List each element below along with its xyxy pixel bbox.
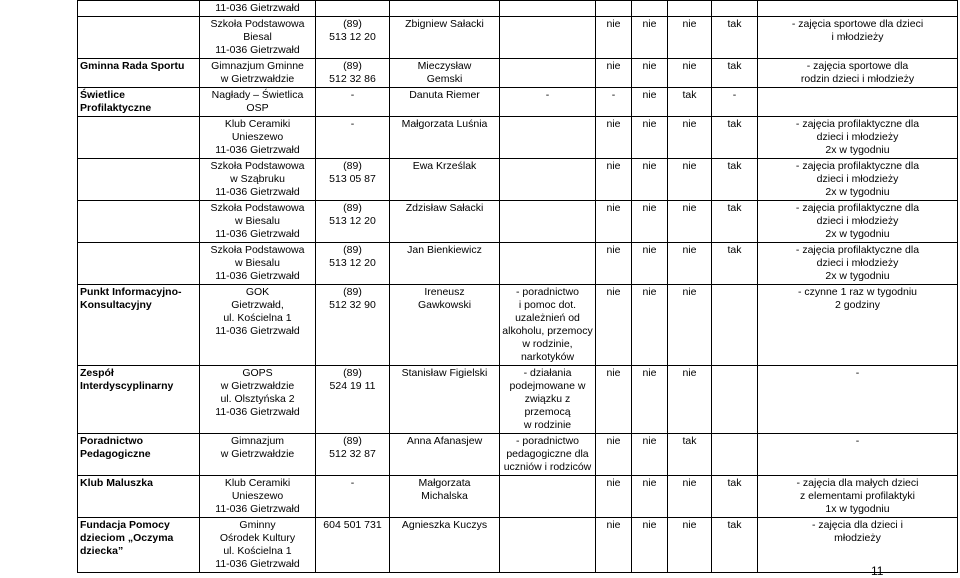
col-c-cell: nie [668,285,712,366]
notes-cell: - zajęcia sportowe dla dzieci i młodzieży [758,17,958,59]
col-c-cell: nie [668,159,712,201]
person-cell: Agnieszka Kuczys [390,518,500,573]
notes-cell: - czynne 1 raz w tygodniu 2 godziny [758,285,958,366]
col-d-cell [712,1,758,17]
phone-cell [316,1,390,17]
col-c-cell: nie [668,518,712,573]
col-a-cell: nie [596,243,632,285]
col-c-cell: nie [668,201,712,243]
institution-cell: Punkt Informacyjno- Konsultacyjny [78,285,200,366]
offer-cell: - poradnictwo pedagogiczne dla uczniów i rodziców [500,434,596,476]
person-cell: Danuta Riemer [390,88,500,117]
col-c-cell: nie [668,59,712,88]
col-d-cell: tak [712,17,758,59]
col-a-cell: nie [596,285,632,366]
table-row [78,476,958,518]
person-cell: Ireneusz Gawkowski [390,285,500,366]
col-b-cell [632,1,668,17]
table-row [78,518,958,573]
institution-cell [78,17,200,59]
col-b-cell: nie [632,285,668,366]
phone-cell: 604 501 731 [316,518,390,573]
col-a-cell: nie [596,117,632,159]
person-cell: Anna Afanasjew [390,434,500,476]
institution-cell: Poradnictwo Pedagogiczne [78,434,200,476]
location-cell: Nagłady – Świetlica OSP [200,88,316,117]
table-row [78,285,958,366]
table-row [78,59,958,88]
institution-cell: Gminna Rada Sportu [78,59,200,88]
notes-cell: - [758,434,958,476]
person-cell [390,1,500,17]
table-row [78,434,958,476]
person-cell: Stanisław Figielski [390,366,500,434]
notes-cell: - zajęcia dla małych dzieci z elementami profilaktyki 1x w tygodniu [758,476,958,518]
notes-cell: - zajęcia profilaktyczne dla dzieci i młodzieży 2x w tygodniu [758,243,958,285]
phone-cell: (89) 513 12 20 [316,17,390,59]
col-b-cell: nie [632,159,668,201]
person-cell: Małgorzata Luśnia [390,117,500,159]
col-d-cell: - [712,88,758,117]
notes-cell [758,1,958,17]
offer-cell [500,17,596,59]
location-cell: Szkoła Podstawowa w Sząbruku 11-036 Gietrzwałd [200,159,316,201]
col-b-cell: nie [632,59,668,88]
location-cell: Szkoła Podstawowa w Biesalu 11-036 Gietrzwałd [200,201,316,243]
institutions-table [77,0,958,573]
institution-cell [78,159,200,201]
col-a-cell [596,1,632,17]
institution-cell: Fundacja Pomocy dzieciom „Oczyma dziecka” [78,518,200,573]
location-cell: GOPS w Gietrzwałdzie ul. Olsztyńska 2 11-036 Gietrzwałd [200,366,316,434]
phone-cell: (89) 512 32 90 [316,285,390,366]
col-d-cell: tak [712,518,758,573]
table-row [78,243,958,285]
table-row [78,366,958,434]
notes-cell: - zajęcia profilaktyczne dla dzieci i młodzieży 2x w tygodniu [758,201,958,243]
col-b-cell: nie [632,366,668,434]
offer-cell [500,1,596,17]
institution-cell: Klub Maluszka [78,476,200,518]
phone-cell: (89) 513 12 20 [316,243,390,285]
location-cell: Szkoła Podstawowa w Biesalu 11-036 Gietrzwałd [200,243,316,285]
phone-cell: (89) 512 32 87 [316,434,390,476]
person-cell: Jan Bienkiewicz [390,243,500,285]
institution-cell [78,243,200,285]
col-c-cell: nie [668,476,712,518]
col-c-cell: nie [668,243,712,285]
col-a-cell: nie [596,366,632,434]
institution-cell: Zespół Interdyscyplinarny [78,366,200,434]
table-row [78,201,958,243]
institution-cell [78,201,200,243]
notes-cell [758,88,958,117]
page-number: 11 [871,564,884,578]
col-b-cell: nie [632,17,668,59]
offer-cell [500,518,596,573]
col-d-cell: tak [712,59,758,88]
col-c-cell: nie [668,117,712,159]
location-cell: Gminny Ośrodek Kultury ul. Kościelna 1 11-036 Gietrzwałd [200,518,316,573]
col-b-cell: nie [632,243,668,285]
person-cell: Małgorzata Michalska [390,476,500,518]
location-cell: Gimnazjum w Gietrzwałdzie [200,434,316,476]
offer-cell [500,59,596,88]
col-a-cell: - [596,88,632,117]
phone-cell: (89) 513 05 87 [316,159,390,201]
col-c-cell: tak [668,434,712,476]
col-b-cell: nie [632,88,668,117]
person-cell: Mieczysław Gemski [390,59,500,88]
col-d-cell: tak [712,476,758,518]
phone-cell: (89) 524 19 11 [316,366,390,434]
table-row [78,1,958,17]
col-b-cell: nie [632,201,668,243]
notes-cell: - zajęcia profilaktyczne dla dzieci i młodzieży 2x w tygodniu [758,117,958,159]
location-cell: GOK Gietrzwałd, ul. Kościelna 1 11-036 Gietrzwałd [200,285,316,366]
col-b-cell: nie [632,117,668,159]
col-a-cell: nie [596,17,632,59]
col-b-cell: nie [632,434,668,476]
person-cell: Zbigniew Sałacki [390,17,500,59]
offer-cell: - działania podejmowane w związku z przemocą w rodzinie [500,366,596,434]
col-b-cell: nie [632,518,668,573]
offer-cell [500,243,596,285]
person-cell: Ewa Krześlak [390,159,500,201]
offer-cell [500,476,596,518]
location-cell: Klub Ceramiki Unieszewo 11-036 Gietrzwałd [200,117,316,159]
notes-cell: - zajęcia dla dzieci i młodzieży [758,518,958,573]
table-row [78,88,958,117]
institution-cell: Świetlice Profilaktyczne [78,88,200,117]
col-d-cell: tak [712,117,758,159]
institution-cell [78,1,200,17]
offer-cell [500,159,596,201]
offer-cell: - poradnictwo i pomoc dot. uzależnień od alkoholu, przemocy w rodzinie, narkotyków [500,285,596,366]
col-c-cell: tak [668,88,712,117]
col-b-cell: nie [632,476,668,518]
phone-cell: - [316,117,390,159]
phone-cell: - [316,476,390,518]
notes-cell: - [758,366,958,434]
col-d-cell: tak [712,159,758,201]
table-row [78,159,958,201]
notes-cell: - zajęcia profilaktyczne dla dzieci i młodzieży 2x w tygodniu [758,159,958,201]
col-d-cell [712,434,758,476]
phone-cell: (89) 513 12 20 [316,201,390,243]
table-row [78,117,958,159]
col-a-cell: nie [596,518,632,573]
col-d-cell: tak [712,201,758,243]
location-cell: 11-036 Gietrzwałd [200,1,316,17]
col-a-cell: nie [596,159,632,201]
col-c-cell: nie [668,366,712,434]
col-a-cell: nie [596,434,632,476]
phone-cell: (89) 512 32 86 [316,59,390,88]
col-c-cell: nie [668,17,712,59]
col-d-cell [712,285,758,366]
col-a-cell: nie [596,476,632,518]
offer-cell [500,117,596,159]
col-a-cell: nie [596,201,632,243]
phone-cell: - [316,88,390,117]
location-cell: Szkoła Podstawowa Biesal 11-036 Gietrzwałd [200,17,316,59]
col-a-cell: nie [596,59,632,88]
offer-cell [500,201,596,243]
location-cell: Klub Ceramiki Unieszewo 11-036 Gietrzwałd [200,476,316,518]
location-cell: Gimnazjum Gminne w Gietrzwałdzie [200,59,316,88]
col-d-cell [712,366,758,434]
offer-cell: - [500,88,596,117]
notes-cell: - zajęcia sportowe dla rodzin dzieci i młodzieży [758,59,958,88]
col-c-cell [668,1,712,17]
institution-cell [78,117,200,159]
col-d-cell: tak [712,243,758,285]
table-body [78,1,958,573]
person-cell: Zdzisław Sałacki [390,201,500,243]
table-row [78,17,958,59]
